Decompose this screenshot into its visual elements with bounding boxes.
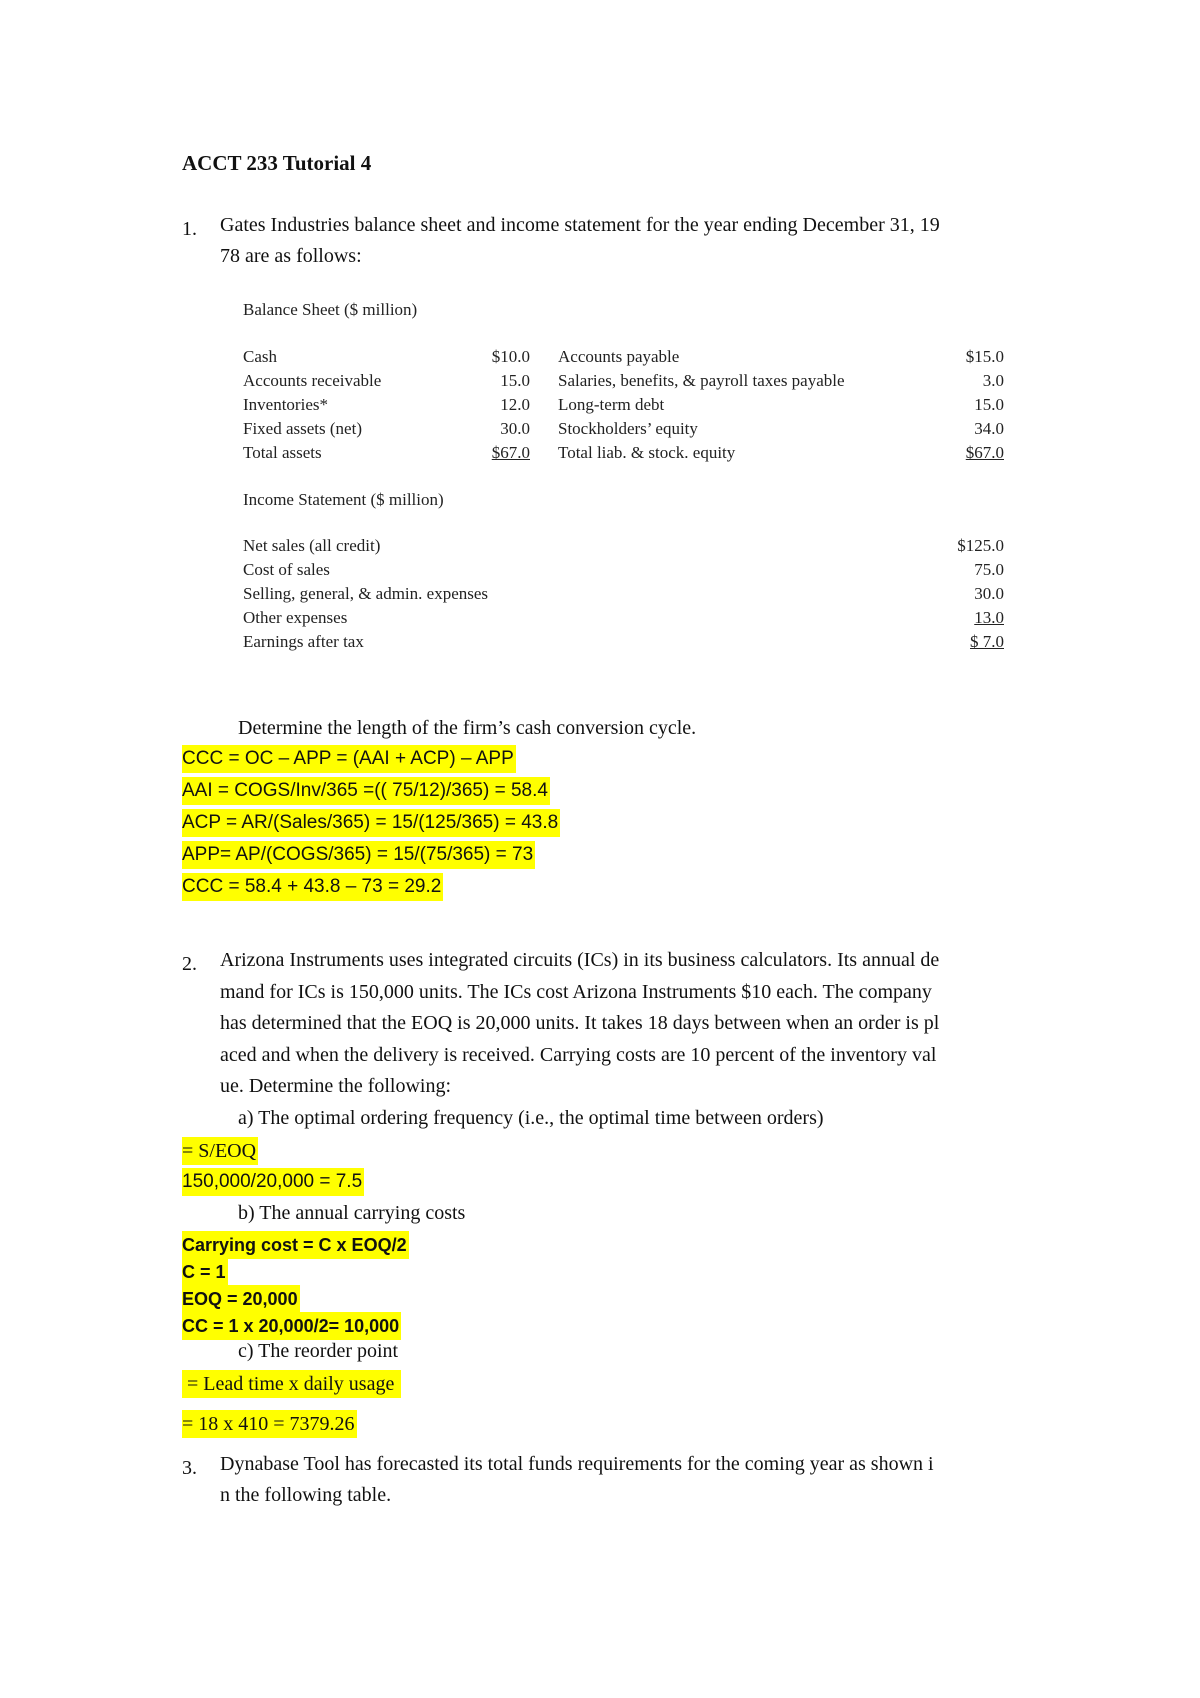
income-label: Earnings after tax (243, 632, 364, 651)
asset-label: Total assets (243, 443, 322, 462)
asset-value: $10.0 (491, 347, 530, 366)
answer-line: = Lead time x daily usage (182, 1370, 401, 1398)
balance-sheet-title: Balance Sheet ($ million) (243, 300, 418, 319)
income-value: 75.0 (974, 560, 1004, 579)
answer-line: CCC = 58.4 + 43.8 – 73 = 29.2 (182, 873, 443, 901)
liability-label: Long-term debt (558, 395, 665, 414)
question-1-text-line2: 78 are as follows: (220, 245, 362, 267)
question-3-number: 3. (182, 1457, 197, 1479)
part-c-text: c) The reorder point (238, 1340, 399, 1362)
part-b-text: b) The annual carrying costs (238, 1202, 466, 1224)
asset-label: Cash (243, 347, 277, 366)
answer-line: EOQ = 20,000 (182, 1285, 300, 1313)
answer-line: CCC = OC – APP = (AAI + ACP) – APP (182, 745, 516, 773)
liability-value: 34.0 (974, 419, 1004, 438)
answer-line: Carrying cost = C x EOQ/2 (182, 1231, 409, 1259)
income-label: Cost of sales (243, 560, 330, 579)
asset-label: Fixed assets (net) (243, 419, 362, 438)
income-value: $125.0 (957, 536, 1004, 555)
income-value: 30.0 (974, 584, 1004, 603)
income-value: $ 7.0 (970, 632, 1004, 651)
asset-value: $67.0 (491, 443, 530, 462)
question-2-line: ue. Determine the following: (220, 1075, 452, 1097)
part-a-text: a) The optimal ordering frequency (i.e., the optimal time between orders) (238, 1107, 824, 1129)
asset-label: Accounts receivable (243, 371, 382, 390)
liability-label: Stockholders’ equity (558, 419, 698, 438)
answer-line: 150,000/20,000 = 7.5 (182, 1168, 364, 1196)
answer-line: CC = 1 x 20,000/2= 10,000 (182, 1312, 401, 1340)
question-2-number: 2. (182, 953, 197, 975)
liability-label: Salaries, benefits, & payroll taxes payable (558, 371, 845, 390)
answer-line: APP= AP/(COGS/365) = 15/(75/365) = 73 (182, 841, 535, 869)
income-value: 13.0 (974, 608, 1004, 627)
question-1-prompt: Determine the length of the firm’s cash conversion cycle. (238, 717, 697, 739)
answer-line: AAI = COGS/Inv/365 =(( 75/12)/365) = 58.4 (182, 777, 550, 805)
liability-label: Accounts payable (558, 347, 680, 366)
document-title: ACCT 233 Tutorial 4 (182, 151, 372, 175)
question-3-line: n the following table. (220, 1484, 392, 1506)
question-2-line: Arizona Instruments uses integrated circuits (ICs) in its business calculators. Its annual de (220, 949, 940, 971)
asset-value: 30.0 (500, 419, 530, 438)
income-label: Selling, general, & admin. expenses (243, 584, 489, 603)
question-2-line: mand for ICs is 150,000 units. The ICs cost Arizona Instruments $10 each. The company (220, 981, 932, 1003)
question-2-line: has determined that the EOQ is 20,000 units. It takes 18 days between when an order is pl (220, 1012, 940, 1034)
question-1-number: 1. (182, 218, 197, 240)
question-2-line: aced and when the delivery is received. Carrying costs are 10 percent of the inventory val (220, 1044, 937, 1066)
income-label: Net sales (all credit) (243, 536, 381, 555)
liability-value: $15.0 (965, 347, 1004, 366)
income-statement-title: Income Statement ($ million) (243, 490, 444, 509)
answer-line: ACP = AR/(Sales/365) = 15/(125/365) = 43.8 (182, 809, 560, 837)
liability-value: 3.0 (982, 371, 1004, 390)
question-1-text-line1: Gates Industries balance sheet and income statement for the year ending December 31, 19 (220, 214, 940, 236)
liability-value: $67.0 (965, 443, 1004, 462)
liability-label: Total liab. & stock. equity (558, 443, 736, 462)
asset-label: Inventories* (243, 395, 328, 414)
answer-line: C = 1 (182, 1258, 228, 1286)
asset-value: 12.0 (500, 395, 530, 414)
answer-line: = S/EOQ (182, 1137, 258, 1165)
question-3-line: Dynabase Tool has forecasted its total funds requirements for the coming year as shown i (220, 1453, 934, 1475)
liability-value: 15.0 (974, 395, 1004, 414)
asset-value: 15.0 (500, 371, 530, 390)
income-label: Other expenses (243, 608, 348, 627)
answer-line: = 18 x 410 = 7379.26 (182, 1410, 357, 1438)
